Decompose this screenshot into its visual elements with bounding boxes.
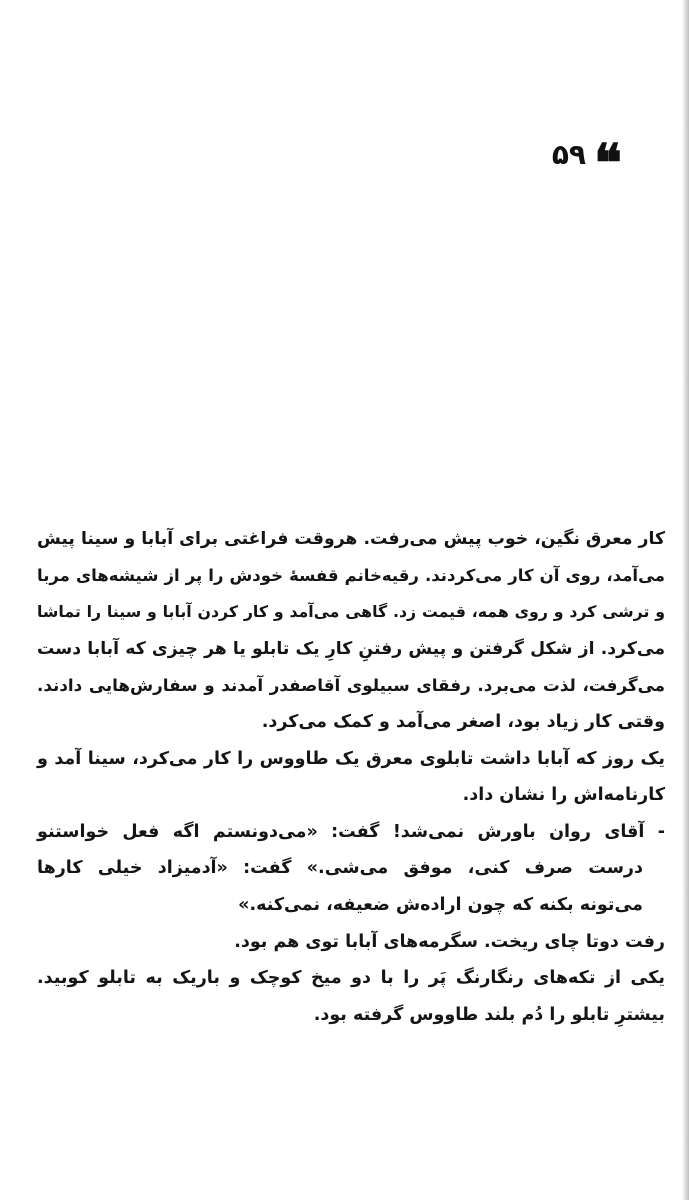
page-number: ۵۹ (551, 138, 587, 171)
text-line: می‌گرفت، لذت می‌برد. رفقای سبیلوی آقاصفدر آمدند و سفارش‌هایی دادند. (37, 675, 665, 696)
text-line: کار معرق نگین، خوب پیش می‌رفت. هروقت فراغتی برای آبابا و سینا پیش (37, 529, 665, 549)
dialogue-line: - آقای روان باورش نمی‌شد! گفت: «می‌دونستم اگه فعل خواستنو (37, 821, 665, 842)
body-text (37, 521, 665, 1033)
book-page-edge (682, 0, 689, 1200)
text-line: یک روز که آبابا داشت تابلوی معرق یک طاووس را کار می‌کرد، سینا آمد و (37, 748, 665, 769)
page-header (512, 130, 622, 194)
text-line: وقتی کار زیاد بود، اصغر می‌آمد و کمک می‌کرد. (261, 711, 665, 732)
text-line: یکی از تکه‌های رنگارنگ پَر را با دو میخ کوچک و باریک به تابلو کوبید. (37, 968, 665, 989)
quote-mark-icon: ❝ (594, 133, 622, 194)
text-line: رفت دوتا چای ریخت. سگرمه‌های آبابا توی هم بود. (234, 931, 665, 952)
dialogue-line: درست صرف کنی، موفق می‌شی.» گفت: «آدمیزاد خیلی کارها (37, 858, 643, 879)
text-line: و ترشی کرد و روی همه، قیمت زد. گاهی می‌آمد و کار کردن آبابا و سینا را تماشا (37, 602, 665, 622)
dialogue-line: می‌تونه بکنه که چون اراده‌ش ضعیفه، نمی‌کنه.» (238, 894, 643, 915)
text-line: بیشترِ تابلو را دُم بلند طاووس گرفته بود. (313, 1004, 665, 1025)
text-line: کارنامه‌اش را نشان داد. (462, 785, 665, 806)
text-line: می‌کرد. از شکل گرفتن و پیش رفتنِ کارِ یک تابلو یا هر چیزی که آبابا دست (37, 638, 665, 659)
text-line: می‌آمد، روی آن کار می‌کردند. رقیه‌خانم قفسهٔ خودش را پر از شیشه‌های مربا (37, 565, 665, 585)
